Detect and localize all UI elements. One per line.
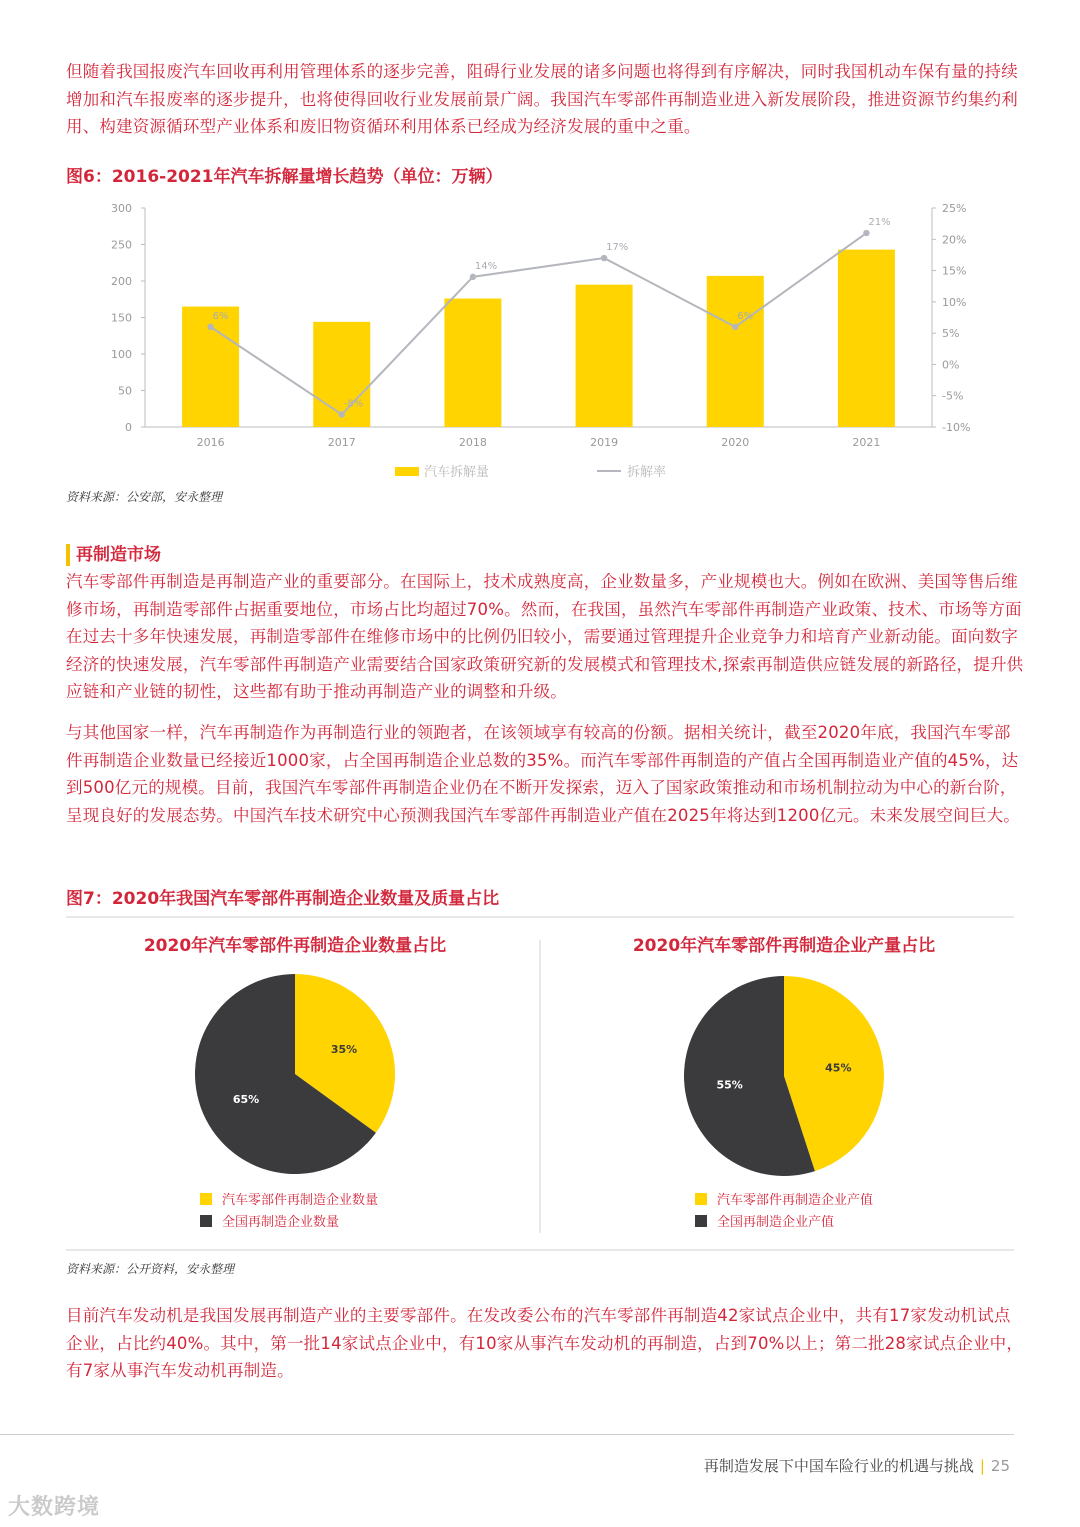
pie-value-label: 55% [716, 1078, 743, 1092]
rate-point [207, 324, 213, 330]
pie-value-label: 65% [232, 1092, 260, 1106]
right-tick-label: 0% [942, 358, 960, 372]
pie-value-label: 35% [330, 1043, 358, 1057]
watermark-logo: 大数跨境 [8, 1495, 101, 1520]
pie-title: 2020年汽车零部件再制造企业数量占比 [143, 936, 447, 956]
section-heading: 再制造市场 [66, 544, 161, 566]
intro-paragraph: 但随着我国报废汽车回收再利用管理体系的逐步完善，阻碍行业发展的诸多问题也将得到有序解决，同时我国机动车保有量的持续增加和汽车报废率的逐步提升，也将使得回收行业发展前景广阔。我国汽车零部件再制造业进入新发展阶段，推进资源节约集约利用、构建资源循环型产业体系和废旧物资循环利用体系已经成为经济发展的重中之重。 [66, 62, 1018, 136]
legend-line-label: 拆解率 [627, 465, 667, 480]
legend-label: 全国再制造企业数量 [222, 1215, 340, 1230]
footer [704, 1455, 1010, 1476]
x-ticks [197, 436, 881, 449]
bars [182, 250, 895, 427]
left-tick-label: 0 [125, 421, 132, 434]
right-tick-label: 10% [942, 295, 967, 309]
rate-points [207, 217, 890, 418]
figure7-source: 资料来源：公开资料，安永整理 [66, 1262, 235, 1276]
legend-label: 汽车零部件再制造企业数量 [222, 1193, 379, 1208]
legend-swatch [200, 1193, 212, 1205]
bar [444, 299, 501, 427]
x-tick-label: 2017 [327, 436, 356, 449]
x-tick-label: 2018 [458, 436, 487, 449]
legend-label: 全国再制造企业产值 [717, 1215, 835, 1230]
legend-swatch [695, 1215, 707, 1227]
bar [576, 285, 633, 427]
footer-separator: | [979, 1457, 985, 1475]
pie-chart-quantity [144, 935, 446, 1230]
rate-point-label: 14% [474, 260, 498, 272]
bar [707, 276, 764, 427]
paragraph-2: 汽车零部件再制造是再制造产业的重要部分。在国际上，技术成熟度高，企业数量多，产业规模也大。例如在欧洲、美国等售后维修市场，再制造零部件占据重要地位，市场占比均超过70%。然而，在我国，虽然汽车零部件再制造产业政策、技术、市场等方面在过去十多年快速发展，再制造零部件在维修市场中的比例仍旧较小，需要通过管理提升企业竞争力和培育产业新动能。面向数字经济的快速发展，汽车零部件再制造产业需要结合国家政策研究新的发展模式和管理技术,探索再制造供应链发展的新路径，提升供应链和产业链的韧性，这些都有助于推动再制造产业的调整和升级。 [66, 572, 1024, 701]
legend-swatch [200, 1215, 212, 1227]
right-tick-label: -5% [942, 389, 964, 403]
rate-point [863, 230, 869, 236]
rate-point [470, 274, 476, 280]
left-tick-label: 250 [111, 238, 132, 252]
legend-bar-swatch [395, 467, 419, 476]
figure6-source: 资料来源：公安部，安永整理 [66, 490, 223, 504]
rate-point [732, 324, 738, 330]
right-tick-label: 5% [942, 327, 960, 341]
paragraph-4: 目前汽车发动机是我国发展再制造产业的主要零部件。在发改委公布的汽车零部件再制造42家试点企业中，共有17家发动机试点企业，占比约40%。其中，第一批14家试点企业中，有10家从事汽车发动机的再制造，占到70%以上；第二批28家试点企业中，有7家从事汽车发动机再制造。 [66, 1306, 1024, 1380]
x-tick-label: 2020 [721, 436, 750, 449]
chart-legend [395, 464, 666, 480]
right-axis [932, 202, 970, 434]
legend-bar-label: 汽车拆解量 [424, 465, 490, 480]
figure6-title: 图6：2016-2021年汽车拆解量增长趋势（单位：万辆） [66, 167, 503, 187]
pie-title: 2020年汽车零部件再制造企业产量占比 [632, 936, 936, 956]
figure7-title: 图7：2020年我国汽车零部件再制造企业数量及质量占比 [66, 889, 500, 909]
bar [838, 250, 895, 427]
left-tick-label: 300 [111, 202, 132, 215]
rate-point [339, 411, 345, 417]
left-tick-label: 50 [118, 384, 132, 398]
bar-line-chart [60, 195, 1020, 490]
paragraph-3: 与其他国家一样，汽车再制造作为再制造行业的领跑者，在该领域享有较高的份额。据相关统计，截至2020年底，我国汽车零部件再制造企业数量已经接近1000家，占全国再制造企业总数的35%。而汽车零部件再制造的产值占全国再制造业产值的45%，达到500亿元的规模。目前，我国汽车零部件再制造企业仍在不断开发探索，迈入了国家政策推动和市场机制拉动为中心的新台阶，呈现良好的发展态势。中国汽车技术研究中心预测我国汽车零部件再制造业产值在2025年将达到1200亿元。未来发展空间巨大。 [66, 723, 1020, 825]
right-tick-label: 20% [942, 233, 967, 247]
right-tick-label: 25% [942, 202, 967, 215]
pie-chart-output [633, 935, 935, 1230]
x-tick-label: 2021 [852, 436, 881, 449]
right-tick-label: -10% [942, 421, 971, 434]
bar [313, 322, 370, 427]
rate-point-label: 6% [212, 310, 229, 322]
legend-label: 汽车零部件再制造企业产值 [717, 1193, 874, 1208]
left-tick-label: 100 [111, 348, 132, 361]
pie-charts-panel [66, 915, 1016, 1255]
x-tick-label: 2016 [196, 436, 225, 449]
footer-title: 再制造发展下中国车险行业的机遇与挑战 [703, 1457, 974, 1475]
left-tick-label: 150 [111, 311, 132, 325]
rate-point-label: 6% [737, 310, 754, 322]
rate-point-label: 17% [606, 242, 629, 254]
right-tick-label: 15% [942, 264, 967, 278]
rate-point-label: -8% [343, 398, 364, 410]
page-number: 25 [990, 1457, 1010, 1475]
rate-line [211, 233, 867, 414]
rate-point-label: 21% [868, 217, 891, 229]
left-tick-label: 200 [111, 275, 132, 288]
x-tick-label: 2019 [590, 436, 619, 449]
legend-swatch [695, 1193, 707, 1205]
footer-divider [0, 1434, 1014, 1435]
rate-point [601, 255, 607, 261]
pie-value-label: 45% [825, 1061, 852, 1075]
